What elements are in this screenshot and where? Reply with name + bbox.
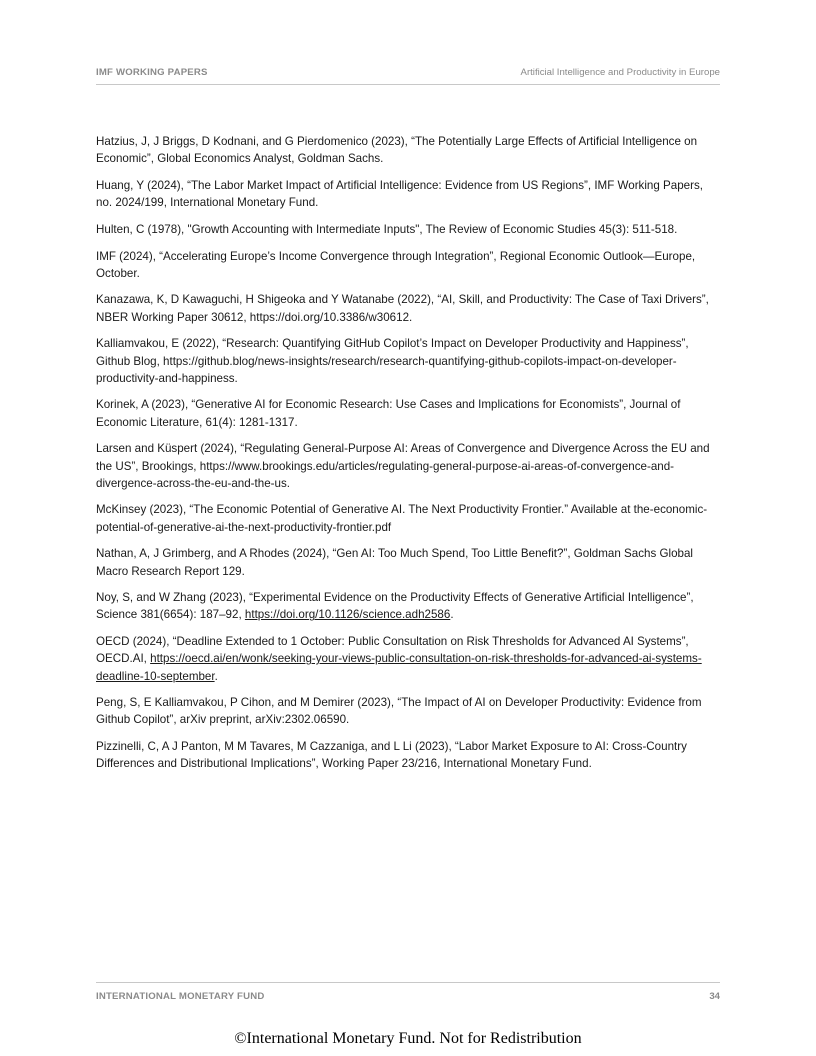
- footer-divider: [96, 982, 720, 983]
- reference-text: Huang, Y (2024), “The Labor Market Impact of Artificial Intelligence: Evidence from US Regions”, IMF Working Papers, no. 2024/199, International Monetary Fund.: [96, 178, 704, 210]
- header-divider: [96, 84, 720, 85]
- reference-text: Hulten, C (1978), "Growth Accounting with Intermediate Inputs", The Review of Economic Studies 45(3): 511-518.: [96, 222, 678, 236]
- page-number: 34: [709, 991, 720, 1002]
- reference-text: Nathan, A, J Grimberg, and A Rhodes (2024), “Gen AI: Too Much Spend, Too Little Benefit?”, Goldman Sachs Global Macro Research Report 129.: [96, 547, 693, 578]
- reference-tail: .: [214, 669, 218, 683]
- reference-entry: [96, 738, 722, 772]
- reference-entry: [96, 221, 722, 238]
- reference-text: Noy, S, and W Zhang (2023), “Experimental Evidence on the Productivity Effects of Generative Artificial Intelligence”, Science 381(6654): 187–92,: [96, 591, 694, 622]
- reference-text: Korinek, A (2023), “Generative AI for Economic Research: Use Cases and Implications for Economists”, Journal of Economic Literature, 61(4): 1281-1317.: [96, 398, 681, 429]
- reference-entry: [96, 545, 722, 579]
- reference-text: Kanazawa, K, D Kawaguchi, H Shigeoka and Y Watanabe (2022), “AI, Skill, and Productivity: The Case of Taxi Drivers”, NBER Working Paper 30612, https://doi.org/10.3386/w30612.: [96, 293, 709, 324]
- doi-link[interactable]: https://doi.org/10.1126/science.adh2586: [244, 608, 451, 622]
- reference-text: Peng, S, E Kalliamvakou, P Cihon, and M Demirer (2023), “The Impact of AI on Developer Productivity: Evidence from Github Copilot”, arXiv preprint, arXiv:2302.06590.: [96, 696, 702, 727]
- reference-entry: [96, 133, 722, 167]
- running-footer-publisher: INTERNATIONAL MONETARY FUND: [96, 991, 265, 1002]
- reference-entry: [96, 589, 722, 623]
- reference-text: IMF (2024), “Accelerating Europe’s Income Convergence through Integration”, Regional Economic Outlook—Europe, October.: [96, 249, 696, 280]
- reference-entry: [96, 440, 722, 492]
- reference-entry: [96, 501, 722, 535]
- reference-entry: [96, 248, 722, 282]
- reference-text: Larsen and Küspert (2024), “Regulating General-Purpose AI: Areas of Convergence and Divergence Across the EU and the US”, Brookings, https://www.brookings.edu/articles/regulating-general-purpose-ai-areas-of-convergence-and-divergence-across-the-eu-and-the-us.: [96, 442, 710, 490]
- oecd-link[interactable]: https://oecd.ai/en/wonk/seeking-your-views-public-consultation-on-risk-thresholds-for-advanced-ai-systems-deadline-10-september: [96, 652, 702, 683]
- reference-entry: [96, 291, 722, 325]
- reference-entry: [96, 396, 722, 430]
- copyright-notice: ©International Monetary Fund. Not for Redistribution: [234, 1030, 582, 1047]
- reference-tail: .: [450, 608, 454, 622]
- reference-text: OECD (2024), “Deadline Extended to 1 October: Public Consultation on Risk Thresholds for Advanced AI Systems”, OECD.AI,: [96, 635, 689, 666]
- running-header-title: Artificial Intelligence and Productivity in Europe: [520, 67, 720, 78]
- reference-text: Kalliamvakou, E (2022), “Research: Quantifying GitHub Copilot’s Impact on Developer Productivity and Happiness”, Github Blog, https://github.blog/news-insights/research/research-quantifying-github-copilots-impact-on-developer-productivity-and-happiness.: [96, 337, 689, 385]
- running-header-series: IMF WORKING PAPERS: [96, 67, 208, 78]
- reference-text: Pizzinelli, C, A J Panton, M M Tavares, M Cazzaniga, and L Li (2023), “Labor Market Exposure to AI: Cross-Country Differences and Distributional Implications”, Working Paper 23/216, International Monetary Fund.: [96, 740, 687, 771]
- reference-text: McKinsey (2023), “The Economic Potential of Generative AI. The Next Productivity Frontier.” Available at the-economic-potential-of-generative-ai-the-next-productivity-frontier.pdf: [96, 503, 708, 534]
- reference-entry: [96, 633, 722, 685]
- reference-entry: [96, 694, 722, 728]
- reference-entry: [96, 177, 722, 211]
- reference-text: Hatzius, J, J Briggs, D Kodnani, and G Pierdomenico (2023), “The Potentially Large Effects of Artificial Intelligence on Economic”, Global Economics Analyst, Goldman Sachs.: [96, 135, 698, 166]
- reference-entry: [96, 335, 722, 387]
- reference-list: [96, 133, 722, 782]
